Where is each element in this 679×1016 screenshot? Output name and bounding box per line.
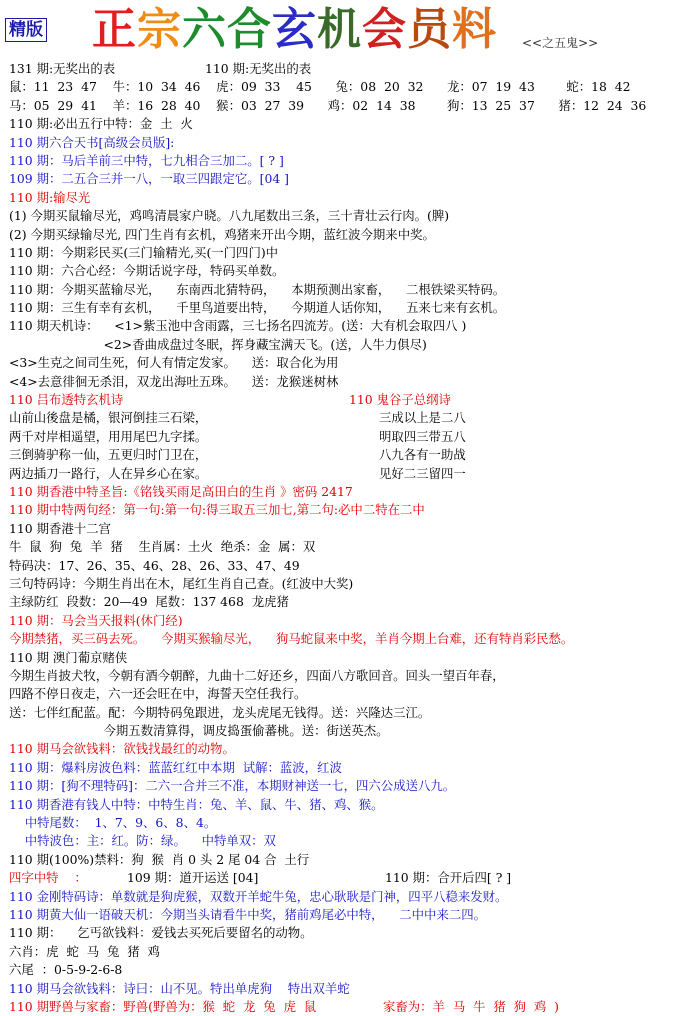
- text-line: [9, 97, 671, 115]
- text-segment: 三成以上是二八: [379, 410, 466, 426]
- title-char: 六: [182, 4, 227, 55]
- text-line: [9, 501, 671, 519]
- text-line: [9, 924, 671, 942]
- text-line: [9, 667, 671, 685]
- text-segment: 中特波色：主：红。防：绿。 中特单双：双: [9, 833, 276, 849]
- text-line: [9, 888, 671, 906]
- title-char: 员: [407, 4, 452, 55]
- text-segment: 三倒骑驴称一仙，五更归时门卫在，: [9, 447, 208, 463]
- text-segment: 110 期:无奖出的表: [205, 61, 312, 76]
- text-line: [9, 943, 671, 961]
- text-segment: 110 期黄大仙一语破天机：今期当头请看牛中奖，猪前鸡尾必中特， 二中中来二四。: [9, 906, 487, 922]
- text-line: [9, 980, 671, 998]
- text-line: [9, 299, 671, 317]
- text-line: [9, 777, 671, 795]
- text-segment: 110 期(100%)禁料：狗 猴 肖 0 头 2 尾 04 合 土行: [9, 851, 310, 867]
- text-segment: 四字中特 ：: [9, 870, 87, 886]
- text-line: [9, 649, 671, 667]
- text-segment: 131 期:无奖出的表: [9, 61, 116, 76]
- text-line: [9, 189, 671, 207]
- text-line: [9, 630, 671, 648]
- text-segment: 今期五数清算得，调皮捣蛋偷蕃桃。送：街送英杰。: [9, 723, 389, 739]
- title-char: 玄: [272, 4, 317, 55]
- text-line: [9, 244, 671, 262]
- text-line: [9, 354, 671, 372]
- text-line: [9, 538, 671, 556]
- text-segment: 马：05 29 41 羊：16 28 40 猴：03 27 39 鸡：02 14 38 狗：13 25 37 猪：12 24 36: [9, 97, 647, 113]
- text-segment: 八九各有一助战: [379, 447, 466, 463]
- text-segment: 110 期 澳门葡京赌侠: [9, 649, 128, 665]
- text-segment: 今期生肖披犬牧，今朝有酒今朝醉，九曲十二好还乡，四面八方歌回音。回头一望百年春，: [9, 667, 505, 683]
- text-line: [9, 612, 671, 630]
- text-line: [9, 428, 671, 446]
- text-line: [9, 575, 671, 593]
- text-line: [9, 336, 671, 354]
- text-segment: 110 期中特两句经：第一句:第一句:得三取五三加七,第二句:必中二特在二中: [9, 502, 425, 518]
- text-line: [9, 409, 671, 427]
- text-line: [9, 869, 671, 887]
- text-line: [9, 520, 671, 538]
- text-line: [9, 593, 671, 611]
- text-segment: 牛 鼠 狗 兔 羊 猪 生肖属：土火 绝杀：金 属：双: [9, 539, 316, 555]
- text-line: [9, 78, 671, 96]
- content-list: [9, 60, 671, 1016]
- text-segment: 110 期香港中特圣旨:《铭钱买雨足高田白的生肖 》密码 2417: [9, 483, 353, 499]
- text-segment: 110 期野兽与家畜：野兽(野兽为：猴 蛇 龙 兔 虎 鼠: [9, 998, 317, 1014]
- text-segment: 110 期香港有钱人中特：中特生肖：兔、羊、鼠、牛、猪、鸡、猴。: [9, 796, 384, 812]
- text-line: [9, 446, 671, 464]
- text-line: [9, 134, 671, 152]
- text-segment: 四路不停日夜走，六一还会旺在中，海誓天空任我行。: [9, 686, 307, 702]
- text-line: [9, 483, 671, 501]
- text-segment: 送：七伴红配蓝。配：今期特码兔跟进，龙头虎尾无钱得。送：兴隆达三江。: [9, 704, 431, 720]
- text-segment: 110 期：三生有幸有玄机， 千里鸟道要出特， 今期道人话你知， 五来七来有玄机。: [9, 300, 506, 316]
- text-segment: 三句特码诗：今期生肖出在木，尾红生肖自己查。(红波中大奖): [9, 575, 354, 591]
- text-segment: 见好二三留四一: [379, 465, 466, 481]
- text-segment: 110 期：合开后四[ ? ]: [385, 870, 512, 886]
- text-line: [9, 851, 671, 869]
- text-segment: 110 期： 乞丐欲钱料：爱钱去买死后要留名的动物。: [9, 925, 313, 941]
- text-segment: 两边插刀一路行，人在异乡心在家。: [9, 465, 208, 481]
- text-segment: 家畜为：羊 马 牛 猪 狗 鸡 ): [383, 998, 560, 1014]
- text-segment: 特码决：17、26、35、46、28、26、33、47、49: [9, 557, 300, 573]
- text-line: [9, 60, 671, 78]
- text-line: [9, 759, 671, 777]
- text-line: [9, 317, 671, 335]
- title-char: 机: [317, 4, 362, 55]
- text-line: [9, 281, 671, 299]
- text-line: [9, 704, 671, 722]
- text-segment: 两千对岸相遥望，用用尾巴九字揉。: [9, 428, 208, 444]
- text-segment: 今期禁猪，买三码去死。 今期买猴输尽光， 狗马蛇鼠来中奖，羊肖今期上台难，还有特肖彩民愁。: [9, 631, 574, 647]
- text-line: [9, 722, 671, 740]
- text-segment: 109 期：二五合三并一八，一取三四跟定它。[04 ]: [9, 171, 289, 187]
- text-line: [9, 832, 671, 850]
- text-segment: 110 期：今期彩民买(三门输精光,买(一门四门)中: [9, 244, 279, 260]
- text-line: [9, 557, 671, 575]
- text-line: [9, 998, 671, 1016]
- badge-label: 精版: [5, 18, 47, 42]
- page-title: [92, 3, 497, 57]
- text-line: [9, 814, 671, 832]
- text-line: [9, 796, 671, 814]
- title-char: 宗: [137, 4, 182, 55]
- title-char: 会: [362, 4, 407, 55]
- text-segment: 六尾 ：0-5-9-2-6-8: [9, 962, 123, 978]
- text-segment: (1) 今期买鼠输尽光，鸡鸣清晨家户晓。八九尾数出三条，三十青壮云行肉。(脾): [9, 208, 450, 224]
- text-line: [9, 740, 671, 758]
- text-segment: (2) 今期买绿输尽光, 四门生肖有玄机，鸡猪来开出今期，蓝红波今期来中奖。: [9, 226, 435, 242]
- text-segment: <3>生克之间司生死，何人有情定发家。 送：取合化为用: [9, 355, 339, 371]
- text-segment: 110 期：六合心经：今期话说字母，特码买单数。: [9, 263, 285, 279]
- text-segment: 110 期马会欲钱料：诗曰：山不见。特出单虎狗 特出双羊蛇: [9, 980, 350, 996]
- text-line: [9, 906, 671, 924]
- text-segment: 中特尾数： 1、7、9、6、8、4。: [9, 815, 217, 831]
- text-line: [9, 961, 671, 979]
- header: [0, 0, 679, 60]
- text-segment: 110 期马会欲钱料：欲钱找最红的动物。: [9, 741, 235, 757]
- text-segment: 110 期:必出五行中特：金 土 火: [9, 116, 193, 132]
- text-line: [9, 207, 671, 225]
- text-line: [9, 226, 671, 244]
- text-segment: <4>去意徘徊无杀泪，双龙出海吐五珠。 送：龙猴迷树林: [9, 373, 339, 389]
- text-segment: 110 吕布透特玄机诗: [9, 392, 124, 408]
- title-char: 正: [92, 4, 137, 55]
- text-line: [9, 685, 671, 703]
- text-segment: 110 期：今期买蓝输尽光， 东南西北猜特码， 本期预测出家畜， 二根铁梁买特码。: [9, 281, 506, 297]
- title-char: 合: [227, 4, 272, 55]
- subtitle-tag: <<之五鬼>>: [522, 36, 599, 50]
- text-segment: 109 期：道开运送 [04]: [127, 870, 259, 886]
- text-segment: 110 金刚特码诗：单数就是狗虎猴，双数开羊蛇牛兔，忠心耿耿是门神，四平八稳来发财。: [9, 888, 508, 904]
- text-line: [9, 262, 671, 280]
- text-line: [9, 391, 671, 409]
- text-line: [9, 152, 671, 170]
- text-segment: 110 期香港十二宫: [9, 520, 111, 536]
- text-segment: 六肖：虎 蛇 马 兔 猪 鸡: [9, 943, 160, 959]
- text-line: [9, 170, 671, 188]
- text-segment: 110 期天机诗： <1>紫玉池中含雨露，三七扬名四流芳。(送：大有机会取四八 ): [9, 318, 467, 334]
- text-line: [9, 373, 671, 391]
- text-segment: 山前山後盘是橘，银河倒挂三石梁，: [9, 410, 208, 426]
- text-line: [9, 115, 671, 133]
- text-segment: 主绿防红 段数：20—49 尾数：137 468 龙虎猪: [9, 594, 289, 610]
- text-segment: <2>香曲成盘过冬眠，挥身藏宝满天飞。(送，人牛力俱尽): [9, 336, 427, 352]
- text-segment: 110 鬼谷子总纲诗: [349, 392, 451, 408]
- text-segment: 110 期:输尽光: [9, 189, 91, 205]
- text-segment: 110 期：爆料房波色料：蓝蓝红红中本期 试解：蓝波，红波: [9, 759, 342, 775]
- title-char: 料: [452, 4, 497, 55]
- text-segment: 110 期：[狗不理特码]：二六一合并三不准，本期财神送一七，四六公成送八九。: [9, 778, 456, 794]
- text-segment: 鼠：11 23 47 牛：10 34 46 虎：09 33 45 兔：08 20 32 龙：07 19 43 蛇：18 42: [9, 79, 631, 95]
- text-line: [9, 465, 671, 483]
- text-segment: 110 期：马后羊前三中特，七九相合三加二。[ ? ]: [9, 152, 284, 168]
- text-segment: 110 期：马会当天报料(休门经): [9, 612, 183, 628]
- text-segment: 110 期六合天书[高级会员版]:: [9, 134, 175, 150]
- text-segment: 明取四三带五八: [379, 428, 466, 444]
